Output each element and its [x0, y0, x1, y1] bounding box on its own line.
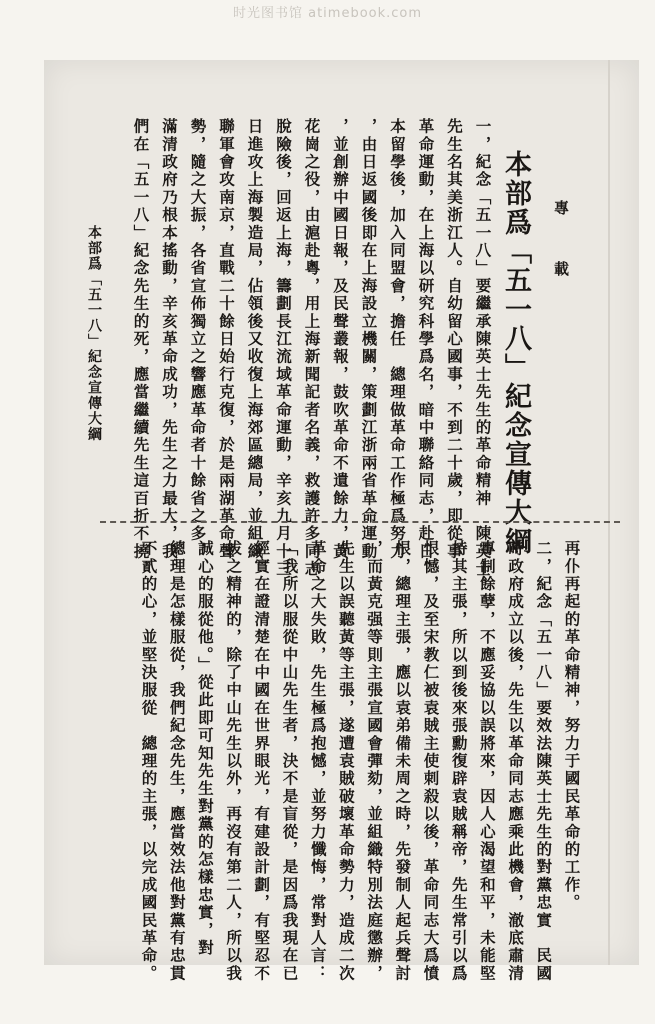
- text-column: 時政府成立以後，先生以革命同志應乘此機會，澈底肅清: [506, 540, 526, 983]
- text-column: 經實在證清楚在中國在世界眼光，有建設計劃，有堅忍不: [252, 540, 272, 983]
- text-column: 二，紀念「五一八」要效法陳英士先生的對黨忠實 民國: [534, 540, 554, 983]
- text-column: 脫險後，回返上海，籌劃長江流域革命運動，辛亥九月十三: [274, 118, 293, 579]
- text-column: 拔之精神的，除了中山先生以外，再沒有第二人，所以我: [224, 540, 244, 983]
- text-column: 革命之大失敗，先生極爲抱憾，並努力懺悔，常對人言：: [308, 540, 328, 983]
- text-column: 恨，總理主張，應以袁弟備未周之時，先發制人起兵聲討: [393, 540, 413, 983]
- text-column: 花崗之役，由滬赴粵，用上海新聞記者名義，救護許多同志: [302, 118, 322, 579]
- running-footer: 本部爲「五一八」紀念宣傳大綱: [86, 225, 102, 442]
- text-column: ，由日返國後即在上海設立機關，策劃江浙兩省革命運動: [359, 118, 379, 561]
- page-edge-line: [608, 60, 610, 965]
- text-column: 不貳的心，並堅決服從 總理的主張，以完成國民革命。: [139, 540, 159, 983]
- text-column: 們在「五一八」紀念先生的死，應當繼續先生這百折不撓，: [131, 118, 151, 579]
- text-column: 勢，隨之大振，各省宣佈獨立之響應革命者十餘省之多，: [188, 118, 208, 561]
- text-column: 本留學後，加入同盟會，擔任 總理做革命工作極爲努力: [388, 118, 407, 561]
- watermark-text: 时光图书馆 atimebook.com: [232, 6, 423, 21]
- text-column: 「我所以服從中山先生者，決不是盲從，是因爲我現在已: [280, 540, 300, 983]
- text-column: 滿清政府乃根本搖動，辛亥革命成功，先生之力最大，我: [160, 118, 179, 561]
- article-title: 本部爲「五一八」紀念宣傳大綱: [500, 150, 531, 556]
- text-column: 誠心的服從他。」從此即可知先生對黨的怎樣忠實，對: [195, 540, 215, 958]
- text-column: 革命運動，在上海以研究科學爲名，暗中聯絡同志，赴日: [416, 118, 436, 561]
- text-column: 聯軍會攻南京，直戰二十餘日始行克復，於是兩湖革命聲: [217, 118, 236, 561]
- text-column: 先生以誤聽黃等主張，遂遭袁賊破壞革命勢力，造成二次: [336, 540, 356, 983]
- text-column: 日進攻上海製造局，佔領後又收復上海郊區總局，並組織: [245, 118, 265, 561]
- text-column: 持其主張，所以到後來張勳復辟袁賊稱帝，先生常引以爲: [449, 540, 469, 983]
- text-column: 專制餘孽，不應妥協以誤將來，因人心渴望和平，未能堅: [477, 540, 497, 983]
- section-header: 專 載: [552, 200, 570, 290]
- text-column: 先生名其美浙江人。自幼留心國事，不到二十歲，即從事: [445, 118, 464, 561]
- text-column: 恨憾，及至宋教仁被袁賊主使刺殺以後，革命同志大爲憤: [421, 540, 441, 983]
- text-column: 再仆再起的革命精神，努力于國民革命的工作。: [562, 540, 582, 912]
- text-column: ，並創辦中國日報，及民聲叢報，鼓吹革命不遺餘力，黃: [331, 118, 350, 561]
- text-column: ，而黃克强等則主張宣國會彈劾，並組織特別法庭懲辦，: [365, 540, 385, 983]
- text-column: 總理是怎樣服從，我們紀念先生，應當效法他對黨有忠貫: [167, 540, 187, 983]
- section-divider: [100, 521, 620, 523]
- text-column: 一，紀念「五一八」要繼承陳英士先生的革命精神 陳英士: [473, 118, 493, 579]
